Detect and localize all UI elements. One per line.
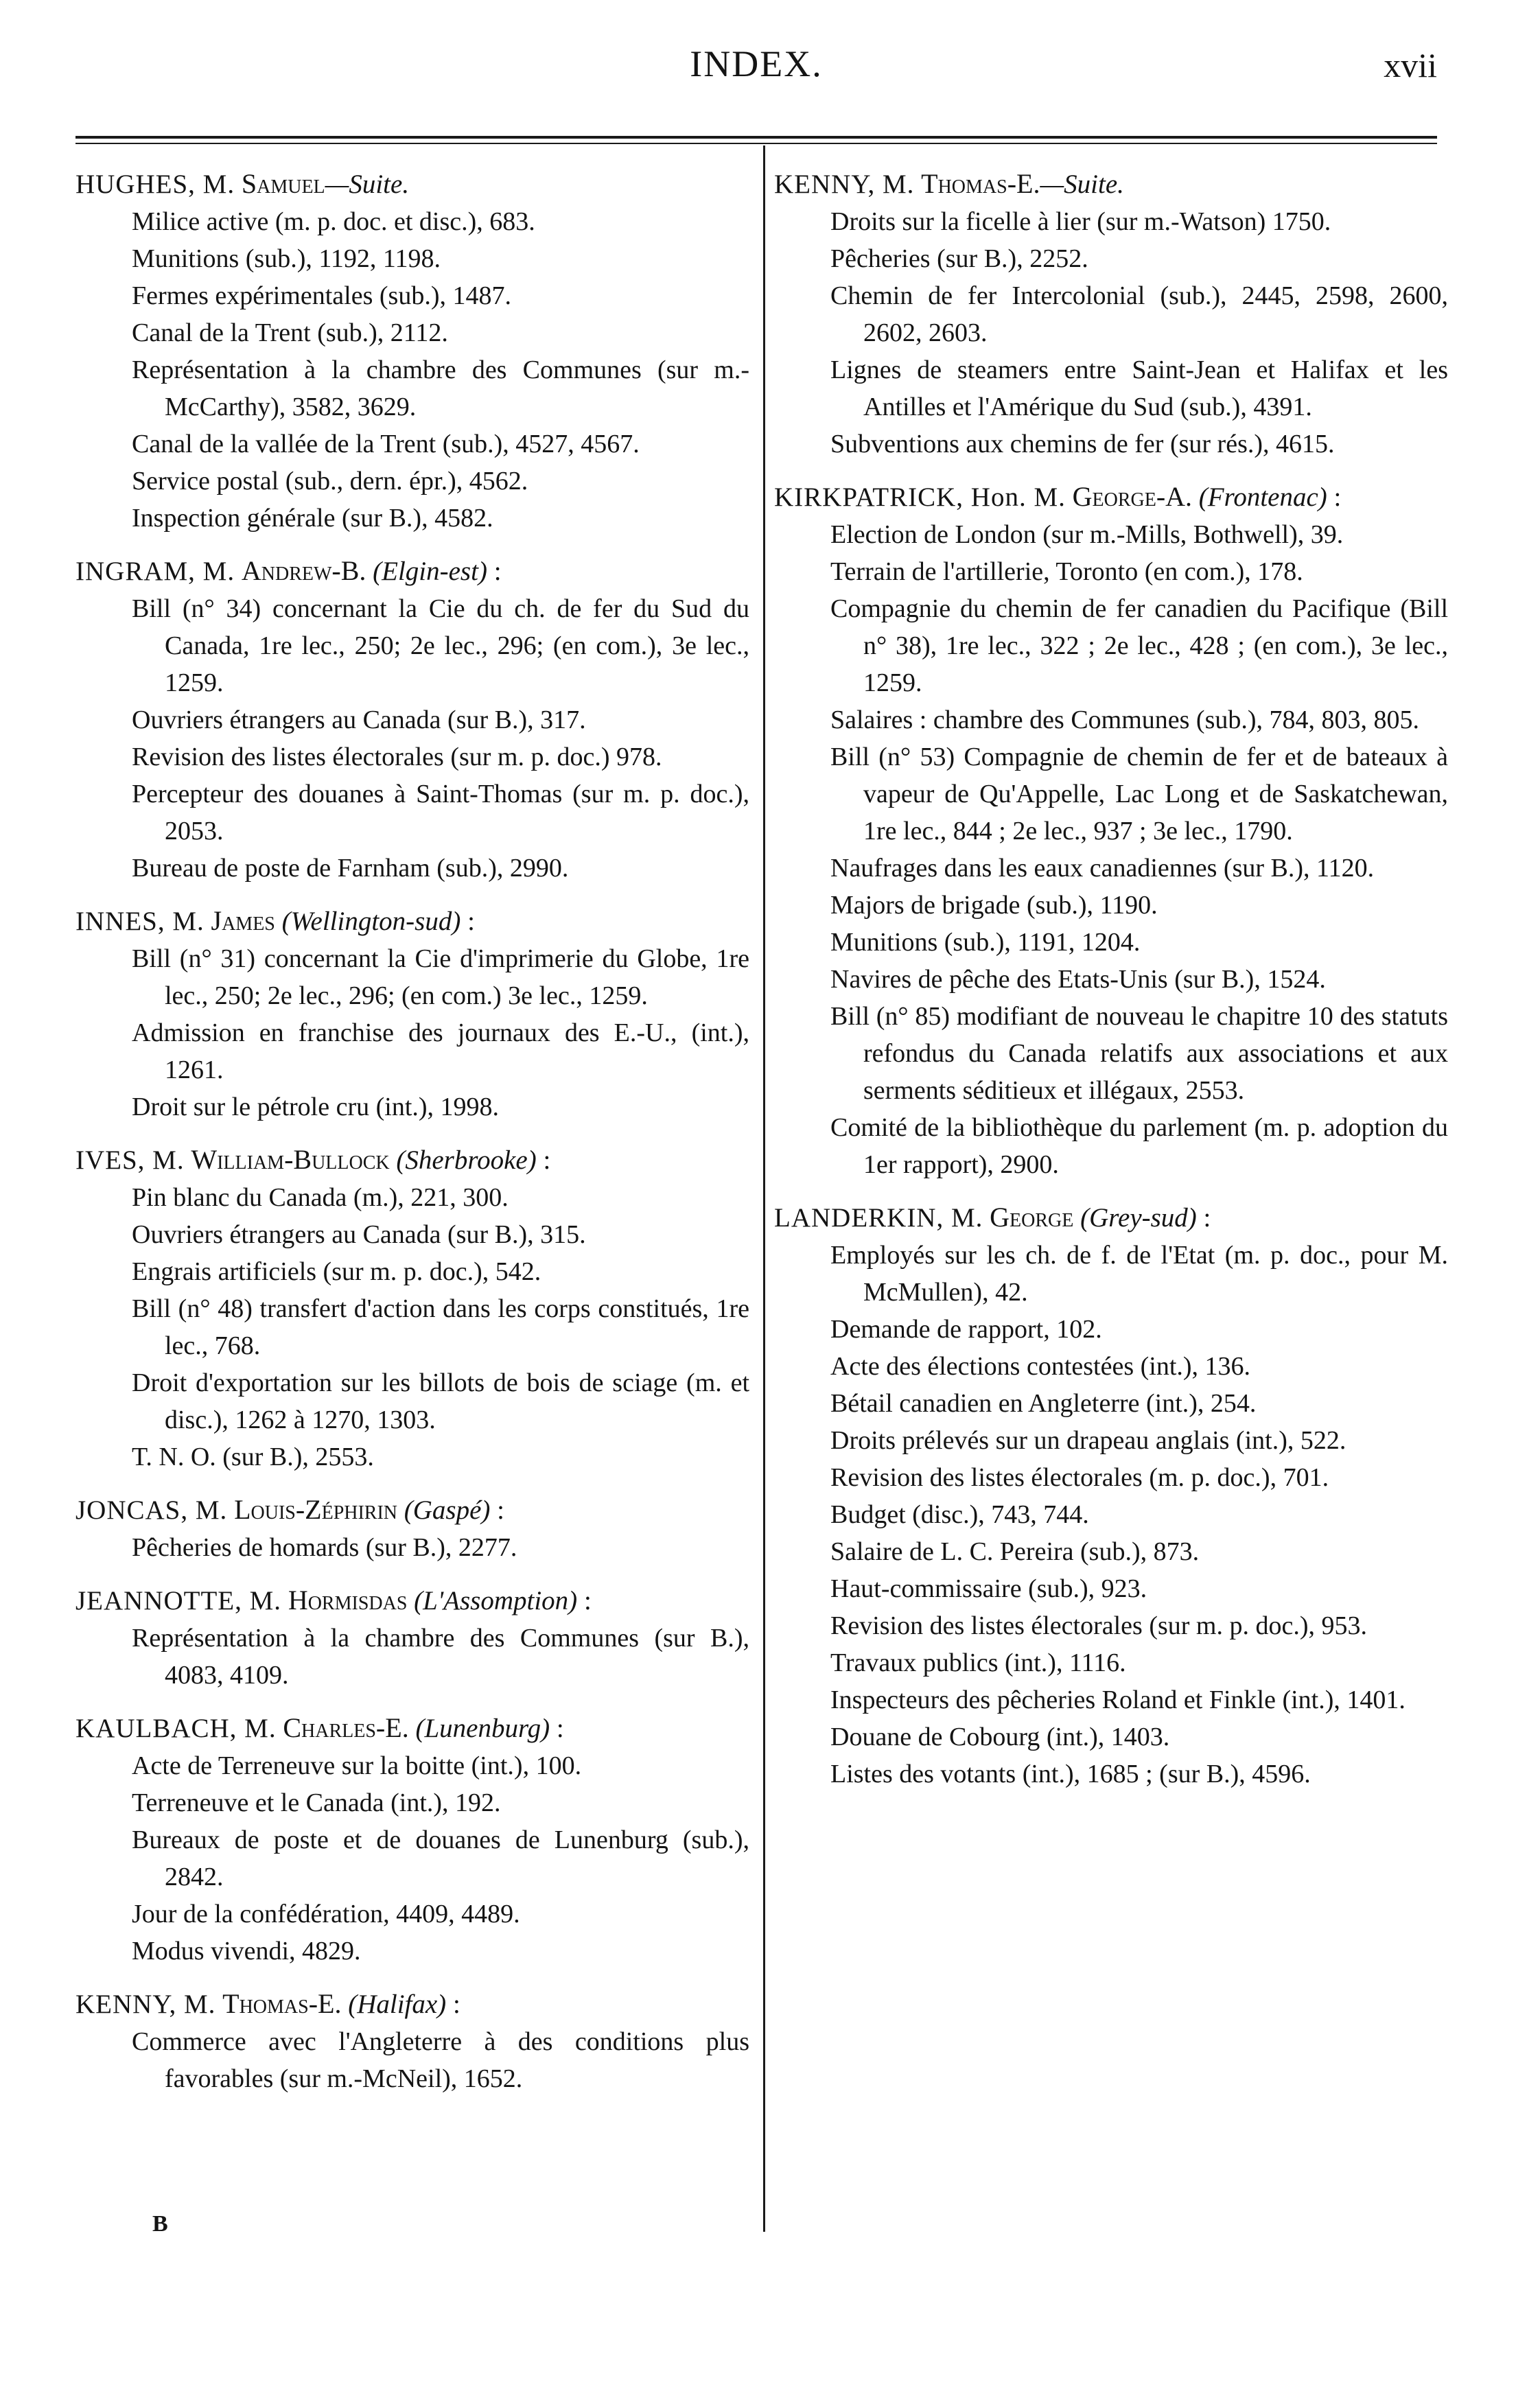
speaker-riding: (Wellington-sud) bbox=[281, 907, 461, 936]
speaker-riding: (L'Assomption) bbox=[414, 1586, 578, 1616]
speaker-given-name: Charles-E. bbox=[283, 1712, 409, 1743]
index-item: Naufrages dans les eaux canadiennes (sur B.), 1120. bbox=[830, 854, 1375, 883]
index-item: Percepteur des douanes à Saint-Thomas (sur m. p. doc.), 2053. bbox=[132, 780, 749, 845]
index-item: Droit sur le pétrole cru (int.), 1998. bbox=[132, 1093, 500, 1121]
index-item: Pin blanc du Canada (m.), 221, 300. bbox=[132, 1183, 509, 1212]
speaker-name: INGRAM, M. bbox=[75, 557, 235, 586]
index-item: Travaux publics (int.), 1116. bbox=[830, 1648, 1126, 1677]
index-entry bbox=[75, 902, 749, 1125]
index-entry bbox=[774, 478, 1448, 1183]
index-item: Terreneuve et le Canada (int.), 192. bbox=[132, 1788, 501, 1817]
speaker-name: IVES, M. bbox=[75, 1145, 185, 1175]
index-item: Acte de Terreneuve sur la boitte (int.), 100. bbox=[132, 1751, 582, 1780]
speaker-name: KAULBACH, M. bbox=[75, 1714, 277, 1743]
index-item: Pêcheries de homards (sur B.), 2277. bbox=[132, 1533, 517, 1562]
speaker-given-name: James bbox=[211, 905, 275, 936]
index-item: Engrais artificiels (sur m. p. doc.), 542. bbox=[132, 1257, 541, 1286]
speaker-given-name: William-Bullock bbox=[191, 1144, 390, 1175]
index-item: Revision des listes électorales (sur m. p. doc.) 978. bbox=[132, 743, 662, 771]
index-item: Comité de la bibliothèque du parlement (m. p. adoption du 1er rapport), 2900. bbox=[830, 1113, 1448, 1179]
speaker-name: KIRKPATRICK, Hon. M. bbox=[774, 482, 1066, 512]
index-item: Bureaux de poste et de douanes de Lunenburg (sub.), 2842. bbox=[132, 1826, 749, 1891]
index-item: Droits sur la ficelle à lier (sur m.-Watson) 1750. bbox=[830, 207, 1331, 236]
index-item: Salaires : chambre des Communes (sub.), 784, 803, 805. bbox=[830, 705, 1420, 734]
speaker-riding: (Sherbrooke) bbox=[396, 1145, 537, 1175]
index-entry bbox=[75, 1985, 749, 2097]
entry-item-list bbox=[75, 2023, 749, 2097]
heading-tail: : bbox=[550, 1714, 564, 1743]
speaker-given-name: Samuel bbox=[241, 168, 325, 199]
heading-tail: : bbox=[536, 1145, 551, 1175]
entry-heading bbox=[774, 478, 1448, 516]
speaker-given-name: Thomas-E. bbox=[921, 168, 1040, 199]
index-entry bbox=[75, 552, 749, 887]
speaker-riding: (Frontenac) bbox=[1198, 482, 1327, 512]
index-item: Acte des élections contestées (int.), 136. bbox=[830, 1352, 1251, 1381]
heading-tail: : bbox=[1327, 482, 1342, 512]
index-item: Canal de la Trent (sub.), 2112. bbox=[132, 318, 448, 347]
index-item: Bill (n° 53) Compagnie de chemin de fer et de bateaux à vapeur de Qu'Appelle, Lac Long et de Saskatchewan, 1re lec., 844 ; 2e lec., 937 ; 3e lec., 1790. bbox=[830, 743, 1448, 845]
index-item: Employés sur les ch. de f. de l'Etat (m. p. doc., pour M. McMullen), 42. bbox=[830, 1241, 1448, 1307]
speaker-suffix: —Suite. bbox=[325, 170, 410, 199]
index-item: Revision des listes électorales (sur m. p. doc.), 953. bbox=[830, 1611, 1368, 1640]
index-item: Pêcheries (sur B.), 2252. bbox=[830, 244, 1088, 273]
index-item: Inspection générale (sur B.), 4582. bbox=[132, 504, 493, 533]
header-rule-thick bbox=[75, 136, 1437, 139]
index-item: Demande de rapport, 102. bbox=[830, 1315, 1102, 1344]
speaker-riding: (Lunenburg) bbox=[415, 1714, 550, 1743]
entry-item-list bbox=[75, 1620, 749, 1694]
entry-item-list bbox=[774, 1237, 1448, 1793]
index-item: Haut-commissaire (sub.), 923. bbox=[830, 1574, 1147, 1603]
speaker-name: KENNY, M. bbox=[75, 1990, 216, 2019]
speaker-given-name: Thomas-E. bbox=[222, 1988, 342, 2019]
speaker-name: KENNY, M. bbox=[774, 170, 915, 199]
heading-tail: : bbox=[487, 557, 502, 586]
speaker-suffix: —Suite. bbox=[1040, 170, 1124, 199]
heading-tail: : bbox=[460, 907, 475, 936]
entry-heading bbox=[75, 902, 749, 940]
entry-item-list bbox=[75, 1747, 749, 1970]
index-entry bbox=[75, 1709, 749, 1970]
index-item: Election de London (sur m.-Mills, Bothwell), 39. bbox=[830, 520, 1344, 549]
index-item: Revision des listes électorales (m. p. doc.), 701. bbox=[830, 1463, 1329, 1492]
entry-item-list bbox=[774, 516, 1448, 1183]
heading-tail: : bbox=[446, 1990, 460, 2019]
index-item: Munitions (sub.), 1191, 1204. bbox=[830, 928, 1141, 957]
page-title: INDEX. bbox=[690, 43, 823, 84]
index-item: Milice active (m. p. doc. et disc.), 683. bbox=[132, 207, 535, 236]
index-item: Inspecteurs des pêcheries Roland et Finkle (int.), 1401. bbox=[830, 1686, 1405, 1714]
index-item: Canal de la vallée de la Trent (sub.), 4527, 4567. bbox=[132, 430, 640, 458]
entry-item-list bbox=[774, 203, 1448, 463]
index-column-right bbox=[774, 165, 1448, 1793]
index-item: Ouvriers étrangers au Canada (sur B.), 317. bbox=[132, 705, 586, 734]
speaker-riding: (Gaspé) bbox=[404, 1495, 491, 1525]
index-entry bbox=[75, 1141, 749, 1476]
signature-mark: B bbox=[152, 2211, 168, 2237]
index-item: Majors de brigade (sub.), 1190. bbox=[830, 891, 1158, 920]
index-item: Fermes expérimentales (sub.), 1487. bbox=[132, 281, 511, 310]
index-item: Bill (n° 34) concernant la Cie du ch. de fer du Sud du Canada, 1re lec., 250; 2e lec., 296; (en com.), 3e lec., 1259. bbox=[132, 594, 749, 697]
speaker-riding: (Halifax) bbox=[348, 1990, 447, 2019]
entry-heading bbox=[75, 552, 749, 590]
index-item: Lignes de steamers entre Saint-Jean et Halifax et les Antilles et l'Amérique du Sud (sub.), 4391. bbox=[830, 355, 1448, 421]
speaker-riding: (Grey-sud) bbox=[1080, 1203, 1197, 1233]
index-item: Munitions (sub.), 1192, 1198. bbox=[132, 244, 441, 273]
speaker-given-name: Andrew-B. bbox=[241, 555, 366, 586]
index-item: Représentation à la chambre des Communes (sur m.-McCarthy), 3582, 3629. bbox=[132, 355, 749, 421]
index-item: Bétail canadien en Angleterre (int.), 254. bbox=[830, 1389, 1257, 1418]
speaker-riding: (Elgin-est) bbox=[373, 557, 487, 586]
speaker-name: JEANNOTTE, M. bbox=[75, 1586, 282, 1616]
index-item: Jour de la confédération, 4409, 4489. bbox=[132, 1900, 520, 1928]
page-number: xvii bbox=[1384, 46, 1437, 84]
index-item: Bureau de poste de Farnham (sub.), 2990. bbox=[132, 854, 569, 883]
entry-heading bbox=[75, 1581, 749, 1620]
page-header bbox=[75, 43, 1437, 104]
entry-heading bbox=[774, 165, 1448, 203]
index-item: Commerce avec l'Angleterre à des conditions plus favorables (sur m.-McNeil), 1652. bbox=[132, 2027, 749, 2093]
index-item: Listes des votants (int.), 1685 ; (sur B.), 4596. bbox=[830, 1760, 1311, 1788]
index-item: Admission en franchise des journaux des E.-U., (int.), 1261. bbox=[132, 1018, 749, 1084]
entry-item-list bbox=[75, 1529, 749, 1566]
index-item: Douane de Cobourg (int.), 1403. bbox=[830, 1723, 1170, 1751]
heading-tail: : bbox=[577, 1586, 592, 1616]
speaker-name: HUGHES, M. bbox=[75, 170, 235, 199]
heading-tail: : bbox=[490, 1495, 505, 1525]
index-item: Bill (n° 85) modifiant de nouveau le chapitre 10 des statuts refondus du Canada relatifs aux associations et aux serments séditieux et illégaux, 2553. bbox=[830, 1002, 1448, 1105]
header-rule-thin bbox=[75, 143, 1437, 144]
speaker-given-name: Hormisdas bbox=[288, 1585, 408, 1616]
index-item: Navires de pêche des Etats-Unis (sur B.), 1524. bbox=[830, 965, 1326, 994]
index-item: Bill (n° 31) concernant la Cie d'imprimerie du Globe, 1re lec., 250; 2e lec., 296; (en com.) 3e lec., 1259. bbox=[132, 944, 749, 1010]
entry-heading bbox=[75, 165, 749, 203]
index-item: Compagnie du chemin de fer canadien du Pacifique (Bill n° 38), 1re lec., 322 ; 2e lec., 428 ; (en com.), 3e lec., 1259. bbox=[830, 594, 1448, 697]
index-entry bbox=[75, 165, 749, 537]
index-column-left bbox=[75, 165, 749, 2097]
speaker-given-name: George-A. bbox=[1072, 481, 1193, 512]
index-item: Modus vivendi, 4829. bbox=[132, 1937, 361, 1966]
index-item: Ouvriers étrangers au Canada (sur B.), 315. bbox=[132, 1220, 586, 1249]
index-item: Droits prélevés sur un drapeau anglais (int.), 522. bbox=[830, 1426, 1346, 1455]
entry-heading bbox=[75, 1141, 749, 1179]
index-entry bbox=[75, 1491, 749, 1566]
index-entry bbox=[774, 165, 1448, 463]
speaker-name: JONCAS, M. bbox=[75, 1495, 228, 1525]
entry-heading bbox=[75, 1709, 749, 1747]
entry-item-list bbox=[75, 1179, 749, 1476]
entry-item-list bbox=[75, 203, 749, 537]
index-entry bbox=[774, 1198, 1448, 1793]
index-item: Droit d'exportation sur les billots de bois de sciage (m. et disc.), 1262 à 1270, 1303. bbox=[132, 1368, 749, 1434]
index-item: Salaire de L. C. Pereira (sub.), 873. bbox=[830, 1537, 1200, 1566]
speaker-given-name: Louis-Zéphirin bbox=[234, 1494, 398, 1525]
index-item: Représentation à la chambre des Communes (sur B.), 4083, 4109. bbox=[132, 1624, 749, 1690]
entry-item-list bbox=[75, 940, 749, 1125]
speaker-name: LANDERKIN, M. bbox=[774, 1203, 983, 1233]
index-item: Terrain de l'artillerie, Toronto (en com.), 178. bbox=[830, 557, 1303, 586]
index-item: Service postal (sub., dern. épr.), 4562. bbox=[132, 467, 528, 495]
entry-heading bbox=[75, 1985, 749, 2023]
index-item: Chemin de fer Intercolonial (sub.), 2445, 2598, 2600, 2602, 2603. bbox=[830, 281, 1448, 347]
index-item: T. N. O. (sur B.), 2553. bbox=[132, 1443, 374, 1471]
entry-item-list bbox=[75, 590, 749, 887]
column-divider bbox=[763, 145, 765, 2232]
entry-heading bbox=[774, 1198, 1448, 1237]
index-entry bbox=[75, 1581, 749, 1694]
speaker-given-name: George bbox=[990, 1202, 1074, 1233]
index-item: Bill (n° 48) transfert d'action dans les corps constitués, 1re lec., 768. bbox=[132, 1294, 749, 1360]
entry-heading bbox=[75, 1491, 749, 1529]
speaker-name: INNES, M. bbox=[75, 907, 205, 936]
heading-tail: : bbox=[1196, 1203, 1211, 1233]
index-item: Budget (disc.), 743, 744. bbox=[830, 1500, 1089, 1529]
index-item: Subventions aux chemins de fer (sur rés.), 4615. bbox=[830, 430, 1335, 458]
